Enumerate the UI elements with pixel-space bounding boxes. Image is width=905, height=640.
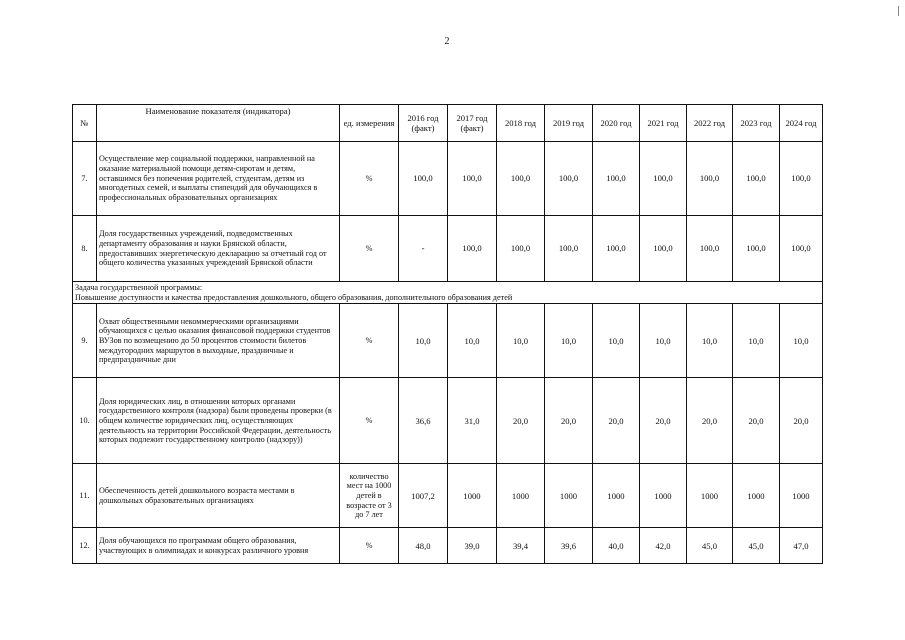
page-number: 2 [444,36,450,47]
value-cell: 100,0 [780,142,823,216]
value-cell: - [399,216,448,282]
value-cell: 100,0 [497,142,545,216]
value-cell: 100,0 [399,142,448,216]
value-cell: 1000 [640,464,687,528]
value-cell: 1000 [497,464,545,528]
value-cell: 100,0 [448,216,497,282]
section-block [73,282,823,304]
unit-cell: % [340,216,399,282]
table-row [73,528,823,564]
table-row [73,464,823,528]
value-cell: 20,0 [780,378,823,464]
table-row [73,216,823,282]
indicator-name: Доля государственных учреждений, подведомственных департаменту образования и науки Брянской области, предоставивших энергетическую декларацию за отчетный год от общего количества указанных учреждений Брянской области [97,216,340,282]
value-cell: 10,0 [399,304,448,378]
value-cell: 10,0 [780,304,823,378]
header-year-2016: 2016 год (факт) [399,105,448,142]
value-cell: 20,0 [733,378,780,464]
value-cell: 100,0 [733,216,780,282]
value-cell: 20,0 [640,378,687,464]
value-cell: 39,4 [497,528,545,564]
value-cell: 100,0 [545,216,593,282]
unit-cell: количество мест на 1000 детей в возрасте от 3 до 7 лет [340,464,399,528]
value-cell: 1000 [593,464,640,528]
row-number: 12. [73,528,97,564]
scan-edge-mark [898,6,899,16]
value-cell: 1000 [545,464,593,528]
header-year-2020: 2020 год [593,105,640,142]
header-year-2018: 2018 год [497,105,545,142]
row-number: 8. [73,216,97,282]
header-year-2023: 2023 год [733,105,780,142]
table-body-top [73,142,823,282]
value-cell: 45,0 [687,528,733,564]
value-cell: 1000 [448,464,497,528]
row-number: 9. [73,304,97,378]
value-cell: 100,0 [448,142,497,216]
value-cell: 100,0 [640,142,687,216]
indicator-name: Обеспеченность детей дошкольного возраста местами в дошкольных образовательных организациях [97,464,340,528]
unit-cell: % [340,304,399,378]
table-row [73,378,823,464]
value-cell: 40,0 [593,528,640,564]
section-title: Задача государственной программы: [75,283,203,292]
indicator-name: Доля обучающихся по программам общего образования, участвующих в олимпиадах и конкурсах различного уровня [97,528,340,564]
value-cell: 39,0 [448,528,497,564]
value-cell: 100,0 [593,216,640,282]
value-cell: 31,0 [448,378,497,464]
value-cell: 47,0 [780,528,823,564]
value-cell: 10,0 [687,304,733,378]
value-cell: 10,0 [733,304,780,378]
value-cell: 36,6 [399,378,448,464]
header-year-2024: 2024 год [780,105,823,142]
value-cell: 20,0 [593,378,640,464]
unit-cell: % [340,142,399,216]
value-cell: 42,0 [640,528,687,564]
unit-cell: % [340,378,399,464]
header-year-2017: 2017 год (факт) [448,105,497,142]
section-row [73,282,823,304]
table-row [73,142,823,216]
row-number: 10. [73,378,97,464]
value-cell: 45,0 [733,528,780,564]
value-cell: 100,0 [593,142,640,216]
value-cell: 1000 [687,464,733,528]
value-cell: 48,0 [399,528,448,564]
table-row [73,304,823,378]
value-cell: 1000 [780,464,823,528]
section-cell [73,282,823,304]
header-name: Наименование показателя (индикатора) [97,105,340,142]
value-cell: 100,0 [545,142,593,216]
value-cell: 100,0 [780,216,823,282]
table-body-bottom [73,304,823,564]
header-unit: ед. измерения [340,105,399,142]
indicator-name: Охват общественными некоммерческими организациями обучающихся с целью оказания финансовой поддержки студентов ВУЗов по возмещению до 50 процентов стоимости билетов междугородних маршрутов в выходные, праздничные и предпраздничные дни [97,304,340,378]
indicator-name: Доля юридических лиц, в отношении которых органами государственного контроля (надзора) были проведены проверки (в общем количестве юридических лиц, осуществляющих деятельность на территории Российской Федерации, деятельность которых подлежит государственному контролю (надзору)) [97,378,340,464]
value-cell: 10,0 [593,304,640,378]
row-number: 11. [73,464,97,528]
unit-cell: % [340,528,399,564]
value-cell: 39,6 [545,528,593,564]
value-cell: 100,0 [687,216,733,282]
value-cell: 1000 [733,464,780,528]
indicators-table [72,104,823,564]
value-cell: 100,0 [640,216,687,282]
value-cell: 100,0 [687,142,733,216]
table-header-row [73,105,823,142]
indicator-name: Осуществление мер социальной поддержки, направленной на оказание материальной помощи детям-сиротам и детям, оставшимся без попечения родителей, студентам, детям из многодетных семей, и выплаты стипендий для обучающихся в профессиональных образовательных организациях [97,142,340,216]
value-cell: 20,0 [497,378,545,464]
value-cell: 100,0 [733,142,780,216]
value-cell: 20,0 [687,378,733,464]
value-cell: 20,0 [545,378,593,464]
header-year-2019: 2019 год [545,105,593,142]
header-num: № [73,105,97,142]
value-cell: 10,0 [640,304,687,378]
value-cell: 1007,2 [399,464,448,528]
section-description: Повышение доступности и качества предоставления дошкольного, общего образования, дополнительного образования детей [75,292,513,302]
row-number: 7. [73,142,97,216]
value-cell: 100,0 [497,216,545,282]
value-cell: 10,0 [545,304,593,378]
header-year-2021: 2021 год [640,105,687,142]
value-cell: 10,0 [448,304,497,378]
value-cell: 10,0 [497,304,545,378]
header-year-2022: 2022 год [687,105,733,142]
